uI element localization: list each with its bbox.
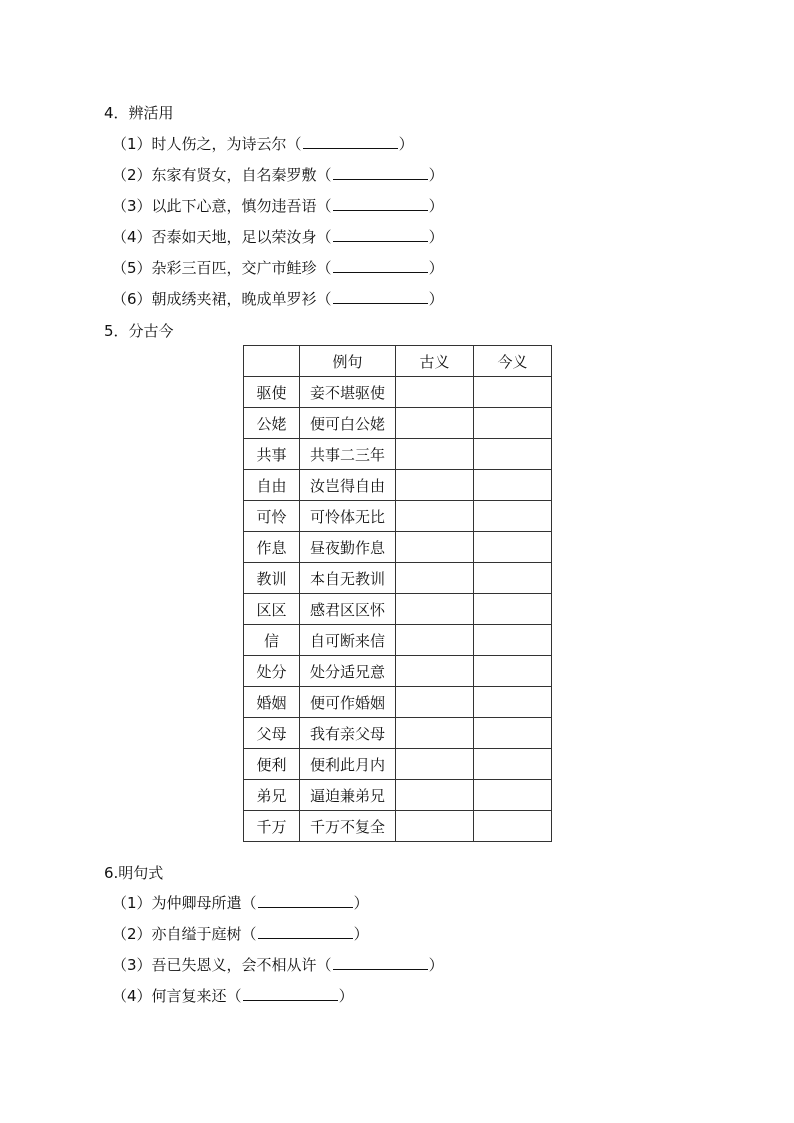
example-cell: 妾不堪驱使 — [300, 377, 396, 408]
example-cell: 自可断来信 — [300, 625, 396, 656]
word-cell: 可怜 — [244, 501, 300, 532]
example-cell: 千万不复全 — [300, 811, 396, 842]
example-cell: 处分适兄意 — [300, 656, 396, 687]
item-text: 以此下心意，慎勿违吾语（ — [151, 197, 332, 215]
answer-blank[interactable] — [333, 289, 428, 304]
ancient-meaning-cell[interactable] — [396, 625, 474, 656]
close-paren: ） — [353, 894, 369, 912]
table-row — [244, 718, 552, 749]
table-row — [244, 470, 552, 501]
item-text: 亦自缢于庭树（ — [151, 925, 257, 943]
modern-meaning-cell[interactable] — [474, 563, 552, 594]
answer-blank[interactable] — [333, 955, 428, 970]
modern-meaning-cell[interactable] — [474, 811, 552, 842]
word-cell: 处分 — [244, 656, 300, 687]
item-number: （1） — [112, 135, 152, 153]
item-text: 东家有贤女，自名秦罗敷（ — [151, 166, 332, 184]
modern-meaning-cell[interactable] — [474, 532, 552, 563]
table-row — [244, 408, 552, 439]
ancient-meaning-cell[interactable] — [396, 811, 474, 842]
close-paren: ） — [398, 135, 414, 153]
word-cell: 教训 — [244, 563, 300, 594]
item-text: 杂彩三百匹，交广市鲑珍（ — [151, 259, 332, 277]
table-row — [244, 749, 552, 780]
ancient-meaning-cell[interactable] — [396, 563, 474, 594]
close-paren: ） — [428, 197, 444, 215]
answer-blank[interactable] — [243, 986, 338, 1001]
modern-meaning-cell[interactable] — [474, 718, 552, 749]
section-5-title: 5．分古今 — [104, 322, 174, 340]
table-row — [244, 439, 552, 470]
item-number: （2） — [112, 166, 152, 184]
example-cell: 本自无教训 — [300, 563, 396, 594]
example-cell: 便可作婚姻 — [300, 687, 396, 718]
answer-blank[interactable] — [333, 227, 428, 242]
question-item — [112, 955, 444, 975]
modern-meaning-cell[interactable] — [474, 625, 552, 656]
ancient-meaning-cell[interactable] — [396, 594, 474, 625]
item-number: （5） — [112, 259, 152, 277]
ancient-meaning-cell[interactable] — [396, 780, 474, 811]
word-cell: 区区 — [244, 594, 300, 625]
answer-blank[interactable] — [303, 134, 398, 149]
table-row — [244, 687, 552, 718]
modern-meaning-cell[interactable] — [474, 439, 552, 470]
table-row — [244, 532, 552, 563]
word-cell: 作息 — [244, 532, 300, 563]
modern-meaning-cell[interactable] — [474, 780, 552, 811]
item-number: （3） — [112, 197, 152, 215]
item-number: （6） — [112, 290, 152, 308]
answer-blank[interactable] — [258, 924, 353, 939]
table-row — [244, 501, 552, 532]
ancient-meaning-cell[interactable] — [396, 656, 474, 687]
item-text: 否泰如天地，足以荣汝身（ — [151, 228, 332, 246]
header-cell: 例句 — [300, 346, 396, 377]
word-cell: 千万 — [244, 811, 300, 842]
question-item — [112, 134, 414, 154]
table-header-row — [244, 346, 552, 377]
modern-meaning-cell[interactable] — [474, 408, 552, 439]
word-cell: 公姥 — [244, 408, 300, 439]
modern-meaning-cell[interactable] — [474, 687, 552, 718]
ancient-meaning-cell[interactable] — [396, 718, 474, 749]
close-paren: ） — [428, 290, 444, 308]
ancient-meaning-cell[interactable] — [396, 501, 474, 532]
ancient-meaning-cell[interactable] — [396, 470, 474, 501]
ancient-modern-meaning-table — [243, 345, 552, 842]
example-cell: 昼夜勤作息 — [300, 532, 396, 563]
question-item — [112, 986, 354, 1006]
table-row — [244, 656, 552, 687]
question-item — [112, 924, 369, 944]
table-row — [244, 811, 552, 842]
item-text: 为仲卿母所遣（ — [151, 894, 257, 912]
ancient-meaning-cell[interactable] — [396, 439, 474, 470]
example-cell: 感君区区怀 — [300, 594, 396, 625]
close-paren: ） — [428, 259, 444, 277]
item-number: （4） — [112, 987, 152, 1005]
modern-meaning-cell[interactable] — [474, 749, 552, 780]
question-item — [112, 258, 444, 278]
example-cell: 汝岂得自由 — [300, 470, 396, 501]
table-row — [244, 780, 552, 811]
header-cell: 古义 — [396, 346, 474, 377]
example-cell: 逼迫兼弟兄 — [300, 780, 396, 811]
item-text: 吾已失恩义，会不相从许（ — [151, 956, 332, 974]
word-cell: 便利 — [244, 749, 300, 780]
close-paren: ） — [428, 166, 444, 184]
modern-meaning-cell[interactable] — [474, 656, 552, 687]
header-cell: 今义 — [474, 346, 552, 377]
item-number: （3） — [112, 956, 152, 974]
modern-meaning-cell[interactable] — [474, 470, 552, 501]
example-cell: 便利此月内 — [300, 749, 396, 780]
close-paren: ） — [428, 956, 444, 974]
word-cell: 信 — [244, 625, 300, 656]
ancient-meaning-cell[interactable] — [396, 377, 474, 408]
word-cell: 父母 — [244, 718, 300, 749]
ancient-meaning-cell[interactable] — [396, 749, 474, 780]
close-paren: ） — [353, 925, 369, 943]
item-text: 朝成绣夹裙，晚成单罗衫（ — [151, 290, 332, 308]
example-cell: 便可白公姥 — [300, 408, 396, 439]
ancient-meaning-cell[interactable] — [396, 532, 474, 563]
word-cell: 共事 — [244, 439, 300, 470]
example-cell: 可怜体无比 — [300, 501, 396, 532]
modern-meaning-cell[interactable] — [474, 501, 552, 532]
table-row — [244, 625, 552, 656]
close-paren: ） — [338, 987, 354, 1005]
modern-meaning-cell[interactable] — [474, 377, 552, 408]
ancient-meaning-cell[interactable] — [396, 687, 474, 718]
table-row — [244, 377, 552, 408]
close-paren: ） — [428, 228, 444, 246]
word-cell: 驱使 — [244, 377, 300, 408]
word-cell: 自由 — [244, 470, 300, 501]
item-text: 时人伤之，为诗云尔（ — [151, 135, 302, 153]
table-row — [244, 563, 552, 594]
word-cell: 弟兄 — [244, 780, 300, 811]
answer-blank[interactable] — [258, 893, 353, 908]
question-item — [112, 196, 444, 216]
header-cell — [244, 346, 300, 377]
answer-blank[interactable] — [333, 196, 428, 211]
question-item — [112, 227, 444, 247]
section-4-title: 4．辨活用 — [104, 104, 174, 122]
ancient-meaning-cell[interactable] — [396, 408, 474, 439]
item-number: （1） — [112, 894, 152, 912]
item-text: 何言复来还（ — [151, 987, 242, 1005]
section-6-title: 6.明句式 — [104, 864, 164, 882]
word-cell: 婚姻 — [244, 687, 300, 718]
item-number: （2） — [112, 925, 152, 943]
answer-blank[interactable] — [333, 258, 428, 273]
item-number: （4） — [112, 228, 152, 246]
question-item — [112, 165, 444, 185]
modern-meaning-cell[interactable] — [474, 594, 552, 625]
example-cell: 我有亲父母 — [300, 718, 396, 749]
answer-blank[interactable] — [333, 165, 428, 180]
question-item — [112, 893, 369, 913]
question-item — [112, 289, 444, 309]
example-cell: 共事二三年 — [300, 439, 396, 470]
table-row — [244, 594, 552, 625]
